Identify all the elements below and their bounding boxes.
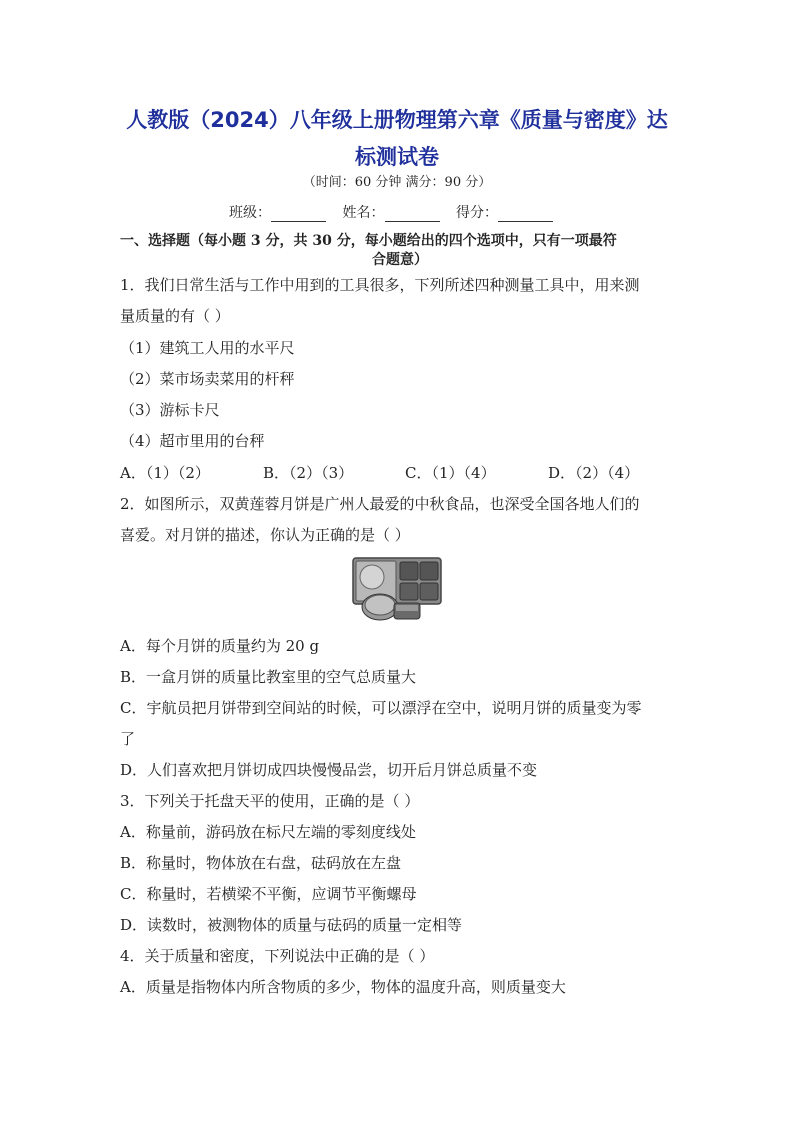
q1-item: （3）游标卡尺	[120, 401, 220, 419]
q1-option-d: D．（2）（4）	[548, 464, 640, 482]
q2-stem-line1: 2．如图所示，双黄莲蓉月饼是广州人最爱的中秋食品，也深受全国各地人们的	[120, 495, 640, 513]
q1-stem-line1: 1．我们日常生活与工作中用到的工具很多，下列所述四种测量工具中，用来测	[120, 276, 640, 294]
q3-option-c: C．称量时，若横梁不平衡，应调节平衡螺母	[120, 885, 417, 903]
student-info-row	[0, 202, 794, 222]
q3-stem: 3．下列关于托盘天平的使用，正确的是（ ）	[120, 792, 420, 810]
q1-option-a: A．（1）（2）	[120, 464, 210, 482]
q3-option-a: A．称量前，游码放在标尺左端的零刻度线处	[120, 823, 416, 841]
mooncake-box-image	[350, 555, 445, 625]
section-heading-line1: 一、选择题（每小题 3 分，共 30 分，每小题给出的四个选项中，只有一项最符	[120, 233, 617, 249]
q1-item: （1）建筑工人用的水平尺	[120, 339, 295, 357]
exam-time-score-info: （时间：60 分钟 满分：90 分）	[302, 175, 492, 190]
q2-option-c: C．宇航员把月饼带到空间站的时候，可以漂浮在空中，说明月饼的质量变为零	[120, 699, 642, 717]
q2-stem-line2: 喜爱。对月饼的描述，你认为正确的是（ ）	[120, 526, 410, 544]
section-heading-line2: 合题意）	[372, 252, 428, 268]
q1-stem-line2: 量质量的有（ ）	[120, 307, 230, 325]
q2-option-a: A．每个月饼的质量约为 20 g	[120, 637, 320, 655]
name-blank	[385, 207, 440, 222]
class-blank	[271, 207, 326, 222]
score-label: 得分：	[455, 205, 498, 221]
q3-option-d: D．读数时，被测物体的质量与砝码的质量一定相等	[120, 916, 463, 934]
q3-option-b: B．称量时，物体放在右盘，砝码放在左盘	[120, 854, 402, 872]
q2-option-b: B．一盒月饼的质量比教室里的空气总质量大	[120, 668, 417, 686]
q2-option-c-cont: 了	[120, 730, 136, 748]
q4-stem: 4．关于质量和密度，下列说法中正确的是（ ）	[120, 947, 435, 965]
exam-title-line2: 标测试卷	[355, 145, 439, 169]
section-heading	[120, 232, 680, 270]
mooncake-illustration	[350, 555, 445, 625]
q1-item: （4）超市里用的台秤	[120, 432, 265, 450]
q2-option-d: D．人们喜欢把月饼切成四块慢慢品尝，切开后月饼总质量不变	[120, 761, 538, 779]
q1-option-c: C．（1）（4）	[405, 464, 496, 482]
q1-option-b: B．（2）（3）	[263, 464, 354, 482]
class-label: 班级：	[229, 205, 272, 221]
name-label: 姓名：	[342, 205, 385, 221]
q1-item: （2）菜市场卖菜用的杆秤	[120, 370, 295, 388]
score-blank	[498, 207, 553, 222]
exam-title-line1: 人教版（2024）八年级上册物理第六章《质量与密度》达	[126, 108, 668, 132]
q4-option-a: A．质量是指物体内所含物质的多少，物体的温度升高，则质量变大	[120, 978, 566, 996]
